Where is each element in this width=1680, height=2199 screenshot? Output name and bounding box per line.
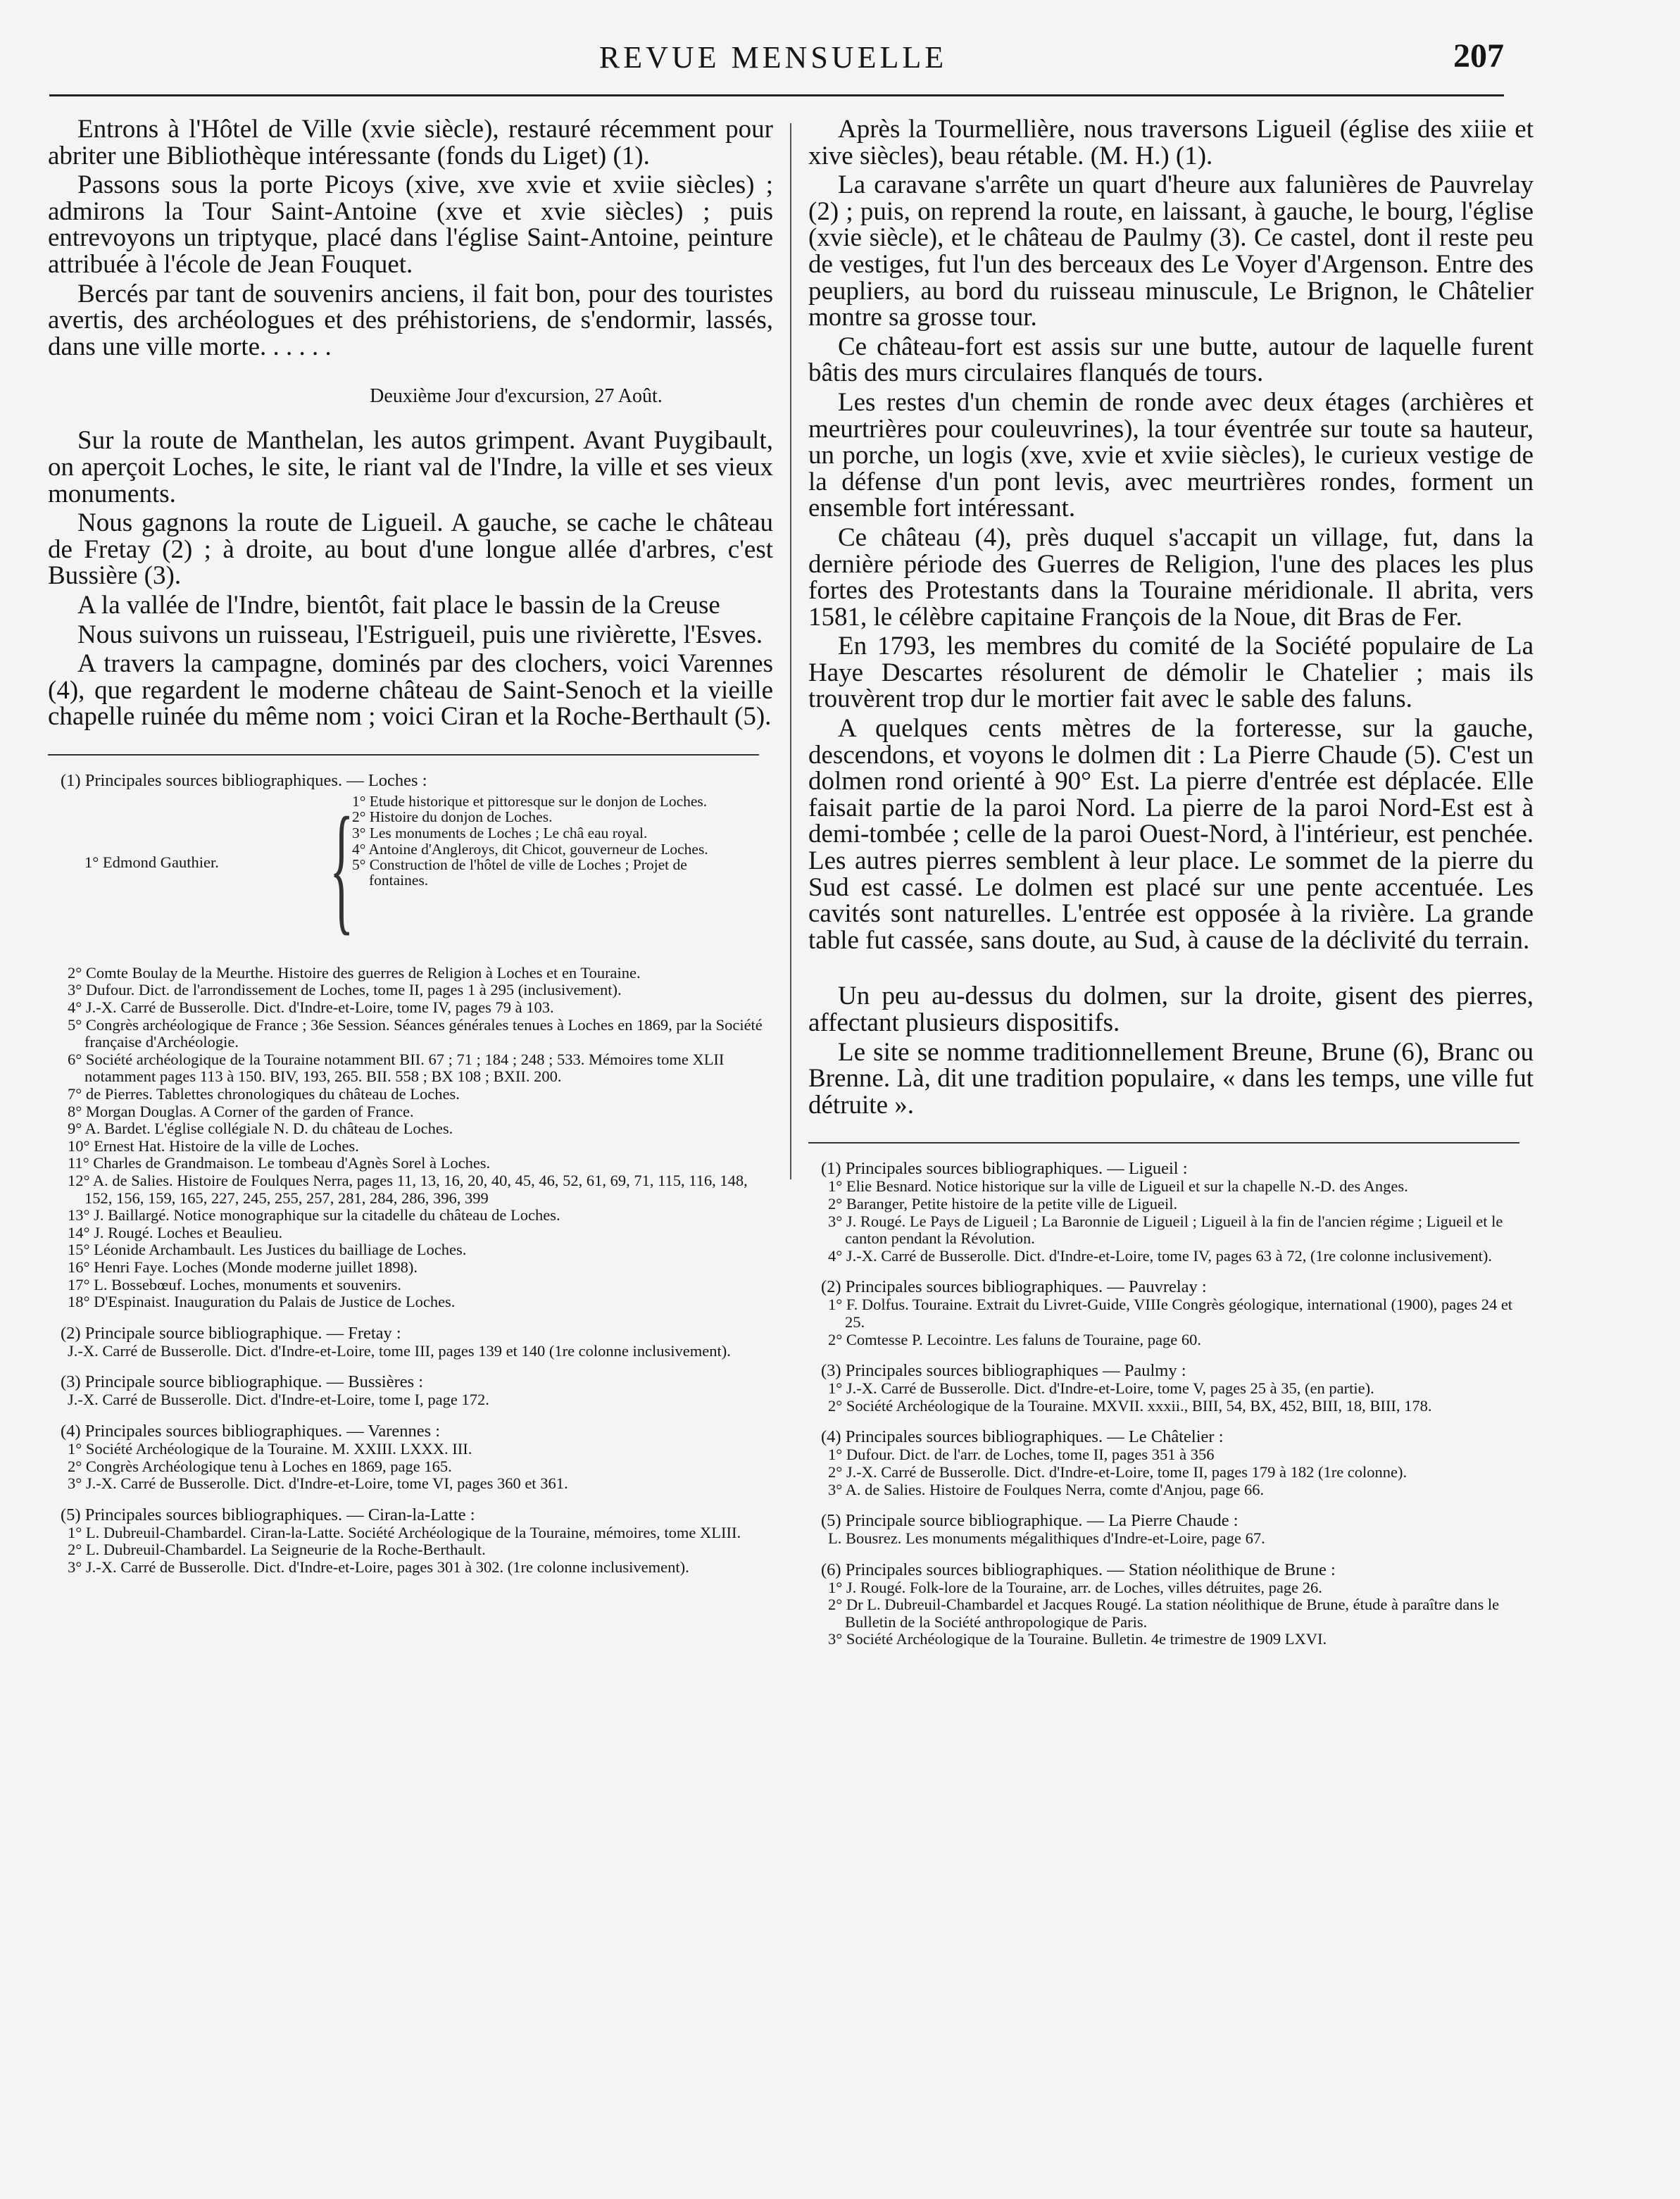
excursion-heading: Deuxième Jour d'excursion, 27 Août. — [370, 385, 663, 408]
page-header — [42, 27, 1504, 104]
footnote-item: 3° J. Rougé. Le Pays de Ligueil ; La Baronnie de Ligueil ; Ligueil à la fin de l'ancien régime ; Ligueil et le canton pendant la Révolution. — [828, 1212, 1503, 1248]
footnote-item: 9° A. Bardet. L'église collégiale N. D. du château de Loches. — [68, 1120, 453, 1138]
footnote-item: 2° Congrès Archéologique tenu à Loches en 1869, page 165. — [68, 1457, 452, 1475]
right-footnotes — [808, 1159, 1534, 1648]
paragraph: Bercés par tant de souvenirs anciens, il fait bon, pour des touristes avertis, des archéologues et des préhistoriens, de s'endormir, lassés, dans une ville morte. . . . . . — [48, 279, 773, 361]
footnote-item: 1° J. Rougé. Folk-lore de la Touraine, arr. de Loches, villes détruites, page 26. — [828, 1578, 1322, 1596]
footnote-item: J.-X. Carré de Busserolle. Dict. d'Indre-et-Loire, tome III, pages 139 et 140 (1re colonne inclusivement). — [68, 1341, 731, 1360]
footnote-heading: (6) Principales sources bibliographiques. — Station néolithique de Brune : — [821, 1560, 1336, 1579]
footnote-4 — [48, 1422, 773, 1493]
footnote-item: 4° J.-X. Carré de Busserolle. Dict. d'Indre-et-Loire, tome IV, pages 79 à 103. — [68, 998, 554, 1017]
footnote-3 — [48, 1372, 773, 1409]
footnote-item: 8° Morgan Douglas. A Corner of the garden of France. — [68, 1102, 414, 1120]
left-footnotes — [48, 771, 773, 1577]
footnote-heading: (4) Principales sources bibliographiques. — Le Châtelier : — [821, 1427, 1224, 1447]
footnote-item: 2° Société Archéologique de la Touraine. MXVII. xxxii., BIII, 54, BX, 452, BIII, 18, BIII, 178. — [828, 1396, 1432, 1415]
author-name: 1° Edmond Gauthier. — [84, 853, 219, 871]
footnote-item: 1° J.-X. Carré de Busserolle. Dict. d'Indre-et-Loire, tome V, pages 25 à 35, (en partie). — [828, 1379, 1374, 1398]
paragraph: En 1793, les membres du comité de la Société populaire de La Haye Descartes résolurent de démolir le Chatelier ; mais ils trouvèrent trop dur le mortier fait avec le sable des faluns. — [808, 632, 1534, 714]
paragraph: A quelques cents mètres de la forteresse, sur la gauche, descendons, et voyons le dolmen dit : La Pierre Chaude (5). C'est un dolmen rond orienté à 90° Est. La pierre d'entrée est déplacée. Elle faisait partie de la paroi Nord. La pierre de la paroi Nord-Est est à demi-tombée ; celle de la paroi Ouest-Nord, à l'intérieur, est penchée. Les autres pierres semblent à leur place. Le sommet de la pierre du Sud est cassé. Le dolmen est placé sur une pente accentuée. Les cavités sont naturelles. L'entrée est opposée à la rivière. La grande table fut cassée, sans doute, au Sud, à cause de la déclivité du terrain. — [808, 714, 1534, 955]
footnote-item: 1° Elie Besnard. Notice historique sur la ville de Ligueil et sur la chapelle N.-D. des Anges. — [828, 1177, 1408, 1196]
left-body-text — [48, 116, 773, 730]
paragraph: La caravane s'arrête un quart d'heure aux falunières de Pauvrelay (2) ; puis, on reprend la route, en laissant, à gauche, le bourg, l'église (xvie siècle), et le château de Paulmy (3). Ce castel, dont il reste peu de vestiges, fut l'un des berceaux des Le Voyer d'Argenson. Entre des peupliers, au bord du ruisseau minuscule, Le Brignon, le Châtelier montre sa grosse tour. — [808, 170, 1534, 332]
footnote-item: 2° Histoire du donjon de Loches. — [352, 808, 553, 826]
paragraph: Nous suivons un ruisseau, l'Estrigueil, puis une rivièrette, l'Esves. — [77, 620, 763, 649]
footnote-item: 13° J. Baillargé. Notice monographique sur la citadelle du château de Loches. — [68, 1206, 560, 1224]
paragraph: Passons sous la porte Picoys (xive, xve xvie et xviie siècles) ; admirons la Tour Saint-Antoine (xve et xvie siècles) ; puis entrevoyons un triptyque, placé dans l'église Saint-Antoine, peinture attribuée à l'école de Jean Fouquet. — [48, 170, 773, 279]
paragraph: Entrons à l'Hôtel de Ville (xvie siècle), restauré récemment pour abriter une Bibliothèque intéressante (fonds du Liget) (1). — [48, 115, 773, 170]
footnote-6 — [808, 1560, 1534, 1648]
footnote-heading: (2) Principale source bibliographique. — Fretay : — [61, 1323, 401, 1343]
footnote-item: 2° Comte Boulay de la Meurthe. Histoire des guerres de Religion à Loches et en Touraine. — [68, 963, 641, 982]
footnote-rule — [48, 754, 759, 756]
footnote-item: J.-X. Carré de Busserolle. Dict. d'Indre-et-Loire, tome I, page 172. — [68, 1391, 489, 1409]
footnote-item: 10° Ernest Hat. Histoire de la ville de Loches. — [68, 1136, 359, 1155]
footnote-5 — [808, 1511, 1534, 1548]
paragraph: Les restes d'un chemin de ronde avec deux étages (archières et meurtrières pour couleuvrines), la tour éventrée sur toute sa hauteur, un porche, un logis (xve, xvie et xviie siècles), le curieux vestige de la défense d'un pont levis, avec meurtrières rondes, forment un ensemble fort intéressant. — [808, 387, 1534, 523]
footnote-heading: (2) Principales sources bibliographiques. — Pauvrelay : — [821, 1277, 1207, 1297]
footnote-item: 2° L. Dubreuil-Chambardel. La Seigneurie de la Roche-Berthault. — [68, 1541, 486, 1559]
footnote-heading: (1) Principales sources bibliographiques. — Loches : — [61, 770, 427, 790]
works-list — [352, 794, 739, 889]
footnote-item: 1° Société Archéologique de la Touraine. M. XXIII. LXXX. III. — [68, 1439, 472, 1458]
footnote-item: 3° J.-X. Carré de Busserolle. Dict. d'Indre-et-Loire, pages 301 à 302. (1re colonne inclusivement). — [68, 1558, 689, 1576]
journal-title: REVUE MENSUELLE — [598, 40, 948, 75]
footnote-item: 4° J.-X. Carré de Busserolle. Dict. d'Indre-et-Loire, tome IV, pages 63 à 72, (1re colonne inclusivement). — [828, 1246, 1492, 1265]
footnote-item: 16° Henri Faye. Loches (Monde moderne juillet 1898). — [68, 1258, 418, 1276]
footnote-item: 2° J.-X. Carré de Busserolle. Dict. d'Indre-et-Loire, tome II, pages 179 à 182 (1re colonne). — [828, 1462, 1408, 1481]
footnote-heading: (5) Principales sources bibliographiques. — Ciran-la-Latte : — [61, 1505, 475, 1524]
footnote-item: 14° J. Rougé. Loches et Beaulieu. — [68, 1223, 283, 1241]
paragraph: Un peu au-dessus du dolmen, sur la droite, gisent des pierres, affectant plusieurs dispositifs. — [808, 982, 1534, 1037]
footnote-heading: (4) Principales sources bibliographiques. — Varennes : — [61, 1421, 441, 1441]
footnote-item: 3° A. de Salies. Histoire de Foulques Nerra, comte d'Anjou, page 66. — [828, 1480, 1265, 1498]
footnote-heading: (5) Principale source bibliographique. — La Pierre Chaude : — [821, 1511, 1239, 1531]
paragraph: Après la Tourmellière, nous traversons Ligueil (église des xiiie et xive siècles), beau rétable. (M. H.) (1). — [808, 115, 1534, 170]
page-number: 207 — [1453, 37, 1504, 75]
paragraph: A travers la campagne, dominés par des clochers, voici Varennes (4), que regardent le moderne château de Saint-Senoch et la vieille chapelle ruinée du même nom ; voici Ciran et la Roche-Berthault (5). — [48, 649, 773, 732]
brace-glyph: { — [330, 787, 354, 948]
footnote-2 — [48, 1324, 773, 1360]
footnote-item: 1° F. Dolfus. Touraine. Extrait du Livret-Guide, VIIIe Congrès géologique, international (1900), pages 24 et 25. — [828, 1296, 1513, 1331]
gauthier-entry — [48, 787, 773, 962]
footnote-item: 3° Dufour. Dict. de l'arrondissement de Loches, tome II, pages 1 à 295 (inclusivement). — [68, 981, 622, 999]
paragraph: A la vallée de l'Indre, bientôt, fait place le bassin de la Creuse — [77, 590, 720, 620]
footnote-heading: (3) Principale source bibliographique. — Bussières : — [61, 1372, 424, 1392]
footnote-item: 1° Etude historique et pittoresque sur le donjon de Loches. — [352, 792, 708, 810]
footnote-1 — [48, 771, 773, 1311]
footnote-item: 5° Construction de l'hôtel de ville de Loches ; Projet de fontaines. — [352, 856, 687, 889]
footnote-item: 3° Société Archéologique de la Touraine. Bulletin. 4e trimestre de 1909 LXVI. — [828, 1630, 1327, 1648]
right-column — [808, 116, 1534, 1661]
footnote-item: 11° Charles de Grandmaison. Le tombeau d'Agnès Sorel à Loches. — [68, 1154, 491, 1172]
footnote-item: 7° de Pierres. Tablettes chronologiques du château de Loches. — [68, 1085, 460, 1103]
left-column — [48, 116, 773, 1589]
footnote-item: 6° Société archéologique de la Touraine notamment BII. 67 ; 71 ; 184 ; 248 ; 533. Mémoires tome XLII notamment pages 113 à 150. BIV, 193, 265. BII. 558 ; BX 108 ; BXII. 200. — [68, 1050, 725, 1086]
footnote-2 — [808, 1277, 1534, 1348]
footnote-item: 12° A. de Salies. Histoire de Foulques Nerra, pages 11, 13, 16, 20, 40, 45, 46, 52, 61, 69, 71, 115, 116, 148, 152, 156, 159, 165, 227, 245, 255, 257, 281, 284, 286, 396, 399 — [68, 1172, 748, 1207]
paragraph: Sur la route de Manthelan, les autos grimpent. Avant Puygibault, on aperçoit Loches, le site, le riant val de l'Indre, la ville et ses vieux monuments. — [48, 426, 773, 508]
footnote-5 — [48, 1505, 773, 1577]
footnote-item: 5° Congrès archéologique de France ; 36e Session. Séances générales tenues à Loches en 1869, par la Société française d'Archéologie. — [68, 1015, 763, 1051]
footnote-item: 18° D'Espinaist. Inauguration du Palais de Justice de Loches. — [68, 1293, 456, 1311]
footnote-heading: (1) Principales sources bibliographiques. — Ligueil : — [821, 1159, 1188, 1179]
footnote-item: 15° Léonide Archambault. Les Justices du bailliage de Loches. — [68, 1241, 467, 1259]
header-rule — [49, 94, 1504, 96]
footnote-item: 17° L. Bossebœuf. Loches, monuments et souvenirs. — [68, 1275, 401, 1293]
footnote-item: 3° J.-X. Carré de Busserolle. Dict. d'Indre-et-Loire, tome VI, pages 360 et 361. — [68, 1474, 568, 1493]
footnote-rule — [808, 1142, 1519, 1144]
right-body-text — [808, 116, 1534, 1118]
footnote-item: L. Bousrez. Les monuments mégalithiques d'Indre-et-Loire, page 67. — [828, 1529, 1265, 1548]
footnote-4 — [808, 1427, 1534, 1498]
footnote-1 — [808, 1159, 1534, 1265]
column-divider — [790, 123, 791, 1179]
footnote-3 — [808, 1361, 1534, 1415]
paragraph: Ce château (4), près duquel s'accapit un village, fut, dans la dernière période des Guerres de Religion, l'une des places les plus fortes des Protestants dans la Touraine méridionale. Il abrita, vers 1581, le célèbre capitaine François de la Noue, dit Bras de Fer. — [808, 522, 1534, 632]
footnote-item: 4° Antoine d'Angleroys, dit Chicot, gouverneur de Loches. — [352, 840, 708, 858]
footnote-heading: (3) Principales sources bibliographiques — Paulmy : — [821, 1361, 1186, 1381]
paragraph: Le site se nomme traditionnellement Breune, Brune (6), Branc ou Brenne. Là, dit une tradition populaire, « dans les temps, une ville fut détruite ». — [808, 1037, 1534, 1120]
footnote-item: 2° Comtesse P. Lecointre. Les faluns de Touraine, page 60. — [828, 1330, 1202, 1348]
footnote-item: 2° Baranger, Petite histoire de la petite ville de Ligueil. — [828, 1194, 1178, 1213]
paragraph: Nous gagnons la route de Ligueil. A gauche, se cache le château de Fretay (2) ; à droite, au bout d'une longue allée d'arbres, c'est Bussière (3). — [48, 508, 773, 591]
footnote-item: 1° Dufour. Dict. de l'arr. de Loches, tome II, pages 351 à 356 — [828, 1446, 1215, 1464]
footnote-item: 2° Dr L. Dubreuil-Chambardel et Jacques Rougé. La station néolithique de Brune, étude à paraître dans le Bulletin de la Société anthropologique de Paris. — [828, 1596, 1500, 1631]
footnote-item: 1° L. Dubreuil-Chambardel. Ciran-la-Latte. Société Archéologique de la Touraine, mémoires, tome XLIII. — [68, 1523, 741, 1541]
footnote-item: 3° Les monuments de Loches ; Le châ eau royal. — [352, 825, 648, 842]
paragraph: Ce château-fort est assis sur une butte, autour de laquelle furent bâtis des murs circulaires flanqués de tours. — [808, 332, 1534, 388]
